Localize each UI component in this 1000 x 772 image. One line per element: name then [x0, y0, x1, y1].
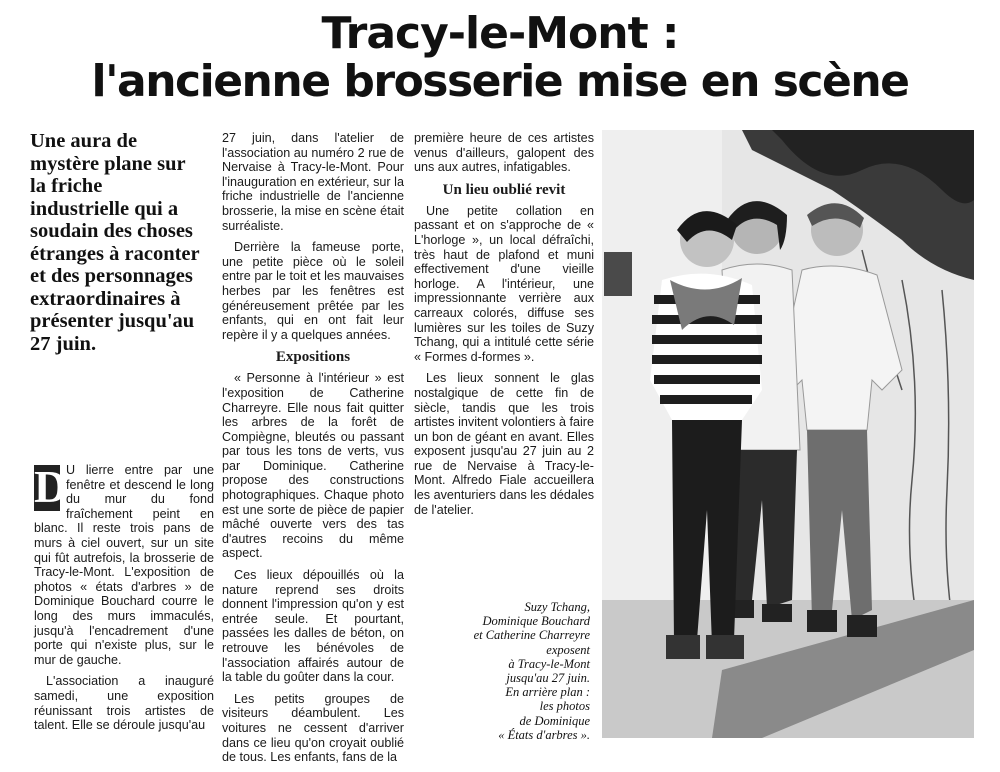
caption-line: En arrière plan : [505, 685, 590, 700]
headline-line-1: Tracy-le-Mont : [321, 8, 679, 59]
paragraph: Les lieux sonnent le glas nostalgique de cette fin de siècle, tandis que les trois artistes invitent volontiers à faire un bon de géant en avant. Elles exposent jusqu'au 27 juin au 2 rue de Nervaise à Tracy-le-Mont. Alfredo Fiale accueillera les aventuriers dans les dédales de l'atelier. [414, 371, 594, 517]
paragraph: L'association a inauguré samedi, une exposition réunissant trois artistes de talent. Elle se déroule jusqu'au [34, 674, 214, 733]
article-photo [602, 130, 974, 738]
paragraph-text: U lierre entre par une fenêtre et descend le long du mur du fond fraîchement peint en blanc. Il reste trois pans de murs à ciel ouvert, sur un site qui fût autrefois, la brosserie de Tracy-le-Mont. L'exposition de photos « états d'arbres » de Dominique Bouchard courre le long des murs immaculés, jusqu'à l'encadrement d'une porte qui n'existe plus, sur le mur de gauche. [34, 463, 214, 667]
drop-cap: D [34, 461, 68, 512]
caption-line: et Catherine Charreyre [473, 628, 590, 643]
caption-line: jusqu'au 27 juin. [506, 671, 590, 686]
subheading-lieu-oublie: Un lieu oublié revit [442, 181, 566, 198]
paragraph [34, 463, 214, 667]
headline [0, 10, 1000, 106]
article-column-2 [222, 131, 404, 772]
paragraph: première heure de ces artistes venus d'ailleurs, galopent des uns aux autres, infatigables. [414, 131, 594, 175]
photo-caption [436, 600, 590, 742]
headline-line-2: l'ancienne brosserie mise en scène [91, 56, 909, 107]
photo-illustration [602, 130, 974, 738]
subheading-expositions: Expositions [275, 349, 351, 366]
caption-line: les photos [539, 699, 590, 714]
paragraph: « Personne à l'intérieur » est l'exposition de Catherine Charreyre. Elle nous fait quitter les arbres de la forêt de Compiègne, bleutés ou passant par tous les tons de verts, vus par Dominique. Catherine propose des constructions photographiques. Chaque photo est une sorte de pièce de papier mâché ouverte vers des tas d'autres recoins du même aspect. [222, 371, 404, 561]
paragraph: 27 juin, dans l'atelier de l'association au numéro 2 rue de Nervaise à Tracy-le-Mont. Pour l'inauguration en extérieur, sur la friche industrielle de l'ancienne brosserie, la mise en scène était surréaliste. [222, 131, 404, 233]
caption-line: Suzy Tchang, [524, 600, 590, 614]
caption-line: à Tracy-le-Mont [508, 656, 590, 671]
lead-paragraph: Une aura de mystère plane sur la friche industrielle qui a soudain des choses étranges à raconter et des personnages extraordinaires à présenter jusqu'au 27 juin. [30, 130, 200, 355]
article-column-1 [34, 463, 214, 740]
caption-line: « États d'arbres ». [498, 727, 590, 742]
paragraph: Ces lieux dépouillés où la nature reprend ses droits donnent l'impression qu'on y est entrée seule. Et pourtant, passées les dalles de béton, on retrouve les bénévoles de l'association affairés autour de la table du goûter dans la cour. [222, 568, 404, 685]
caption-line: de Dominique [519, 713, 590, 728]
paragraph: Les petits groupes de visiteurs déambulent. Les voitures ne cessent d'arriver dans ce lieu qu'on croyait oublié de tous. Les enfants, fans de la [222, 691, 404, 765]
article-column-3 [414, 131, 594, 524]
paragraph: Une petite collation en passant et on s'approche de « L'horloge », un local défraîchi, très haut de plafond et muni effectivement d'une vieille horloge. A l'intérieur, une impressionnante verrière aux carreaux colorés, diffuse ses lumières sur les toiles de Suzy Tchang, qui a intitulé cette série « Formes d-formes ». [414, 203, 594, 364]
caption-line: Dominique Bouchard [482, 614, 590, 629]
paragraph: Derrière la fameuse porte, une petite pièce où le soleil entre par le toit et les mauvaises herbes par les fenêtres est généreusement prêtée par les enfants, qui en ont fait leur repère il y a quelques années. [222, 240, 404, 342]
caption-line: exposent [546, 642, 590, 657]
